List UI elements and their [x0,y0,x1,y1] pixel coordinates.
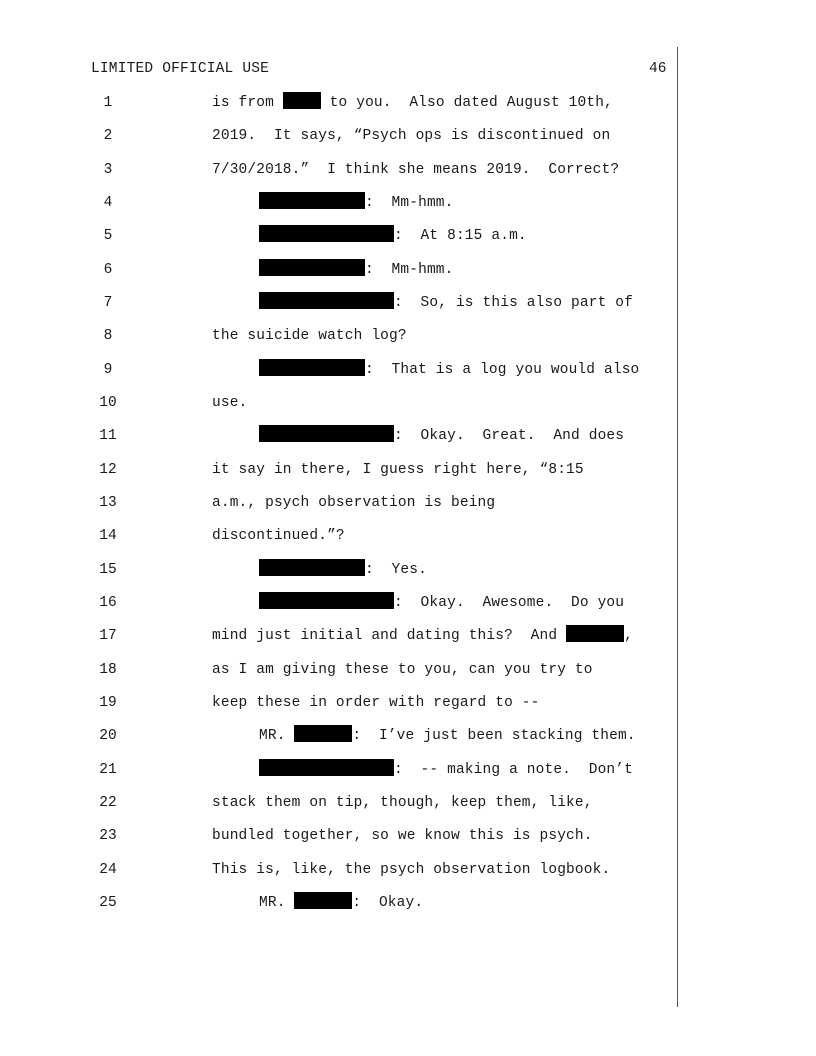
line-text: the suicide watch log? [212,328,407,344]
redaction-block [259,225,394,242]
page-number: 46 [649,61,667,77]
line-number: 2 [103,128,113,144]
transcript-line [0,325,677,347]
redaction-block [294,725,352,742]
right-margin-rule [677,47,678,1007]
line-number: 9 [103,362,113,378]
transcript-line [0,859,677,881]
line-text: is from to you. Also dated August 10th, [212,92,613,114]
transcript-line [0,292,677,314]
line-text: : Okay. Great. And does [259,425,624,447]
line-text: a.m., psych observation is being [212,495,496,511]
redaction-block [259,359,365,376]
transcript-line [0,592,677,614]
transcript-line [0,725,677,747]
line-number: 8 [103,328,113,344]
transcript-line [0,225,677,247]
line-number: 22 [99,795,117,811]
transcript-line [0,259,677,281]
line-text: : -- making a note. Don’t [259,759,633,781]
transcript-line [0,392,677,414]
line-text: stack them on tip, though, keep them, like, [212,795,593,811]
redaction-block [259,192,365,209]
classification-header: LIMITED OFFICIAL USE [91,61,270,77]
line-text: MR. : Okay. [259,892,423,914]
transcript-line [0,825,677,847]
line-text: bundled together, so we know this is psych. [212,828,593,844]
line-number: 13 [99,495,117,511]
redaction-block [259,759,394,776]
redaction-block [259,425,394,442]
transcript-line [0,459,677,481]
line-text: use. [212,395,248,411]
transcript-line [0,92,677,114]
transcript-line [0,892,677,914]
line-text: : Okay. Awesome. Do you [259,592,624,614]
line-text: : Mm-hmm. [259,192,454,214]
transcript-line [0,159,677,181]
transcript-line [0,192,677,214]
line-number: 14 [99,528,117,544]
transcript-line [0,792,677,814]
line-text: as I am giving these to you, can you try to [212,662,593,678]
line-text: : Mm-hmm. [259,259,454,281]
line-number: 23 [99,828,117,844]
line-number: 21 [99,762,117,778]
redaction-block [259,592,394,609]
line-text: discontinued.”? [212,528,345,544]
redaction-block [283,92,321,109]
redaction-block [566,625,624,642]
line-text: This is, like, the psych observation logbook. [212,862,611,878]
line-text: keep these in order with regard to -- [212,695,540,711]
line-number: 3 [103,162,113,178]
line-number: 1 [103,95,113,111]
line-text: : Yes. [259,559,427,581]
line-number: 4 [103,195,113,211]
line-number: 10 [99,395,117,411]
line-number: 7 [103,295,113,311]
line-number: 17 [99,628,117,644]
line-text: : So, is this also part of [259,292,633,314]
redaction-block [294,892,352,909]
redaction-block [259,559,365,576]
redaction-block [259,292,394,309]
transcript-line [0,759,677,781]
line-text: : At 8:15 a.m. [259,225,527,247]
transcript-line [0,625,677,647]
line-number: 12 [99,462,117,478]
transcript-line [0,525,677,547]
line-number: 20 [99,728,117,744]
line-number: 16 [99,595,117,611]
transcript-line [0,425,677,447]
line-number: 15 [99,562,117,578]
line-number: 24 [99,862,117,878]
line-text: MR. : I’ve just been stacking them. [259,725,636,747]
line-number: 11 [99,428,117,444]
line-text: 7/30/2018.” I think she means 2019. Correct? [212,162,620,178]
line-number: 19 [99,695,117,711]
line-text: : That is a log you would also [259,359,639,381]
line-number: 18 [99,662,117,678]
redaction-block [259,259,365,276]
line-text: it say in there, I guess right here, “8:15 [212,462,584,478]
line-number: 5 [103,228,113,244]
line-number: 25 [99,895,117,911]
transcript-line [0,692,677,714]
transcript-line [0,125,677,147]
transcript-line [0,559,677,581]
transcript-line [0,659,677,681]
transcript-line [0,359,677,381]
line-number: 6 [103,262,113,278]
transcript-line [0,492,677,514]
line-text: 2019. It says, “Psych ops is discontinued on [212,128,611,144]
line-text: mind just initial and dating this? And , [212,625,633,647]
